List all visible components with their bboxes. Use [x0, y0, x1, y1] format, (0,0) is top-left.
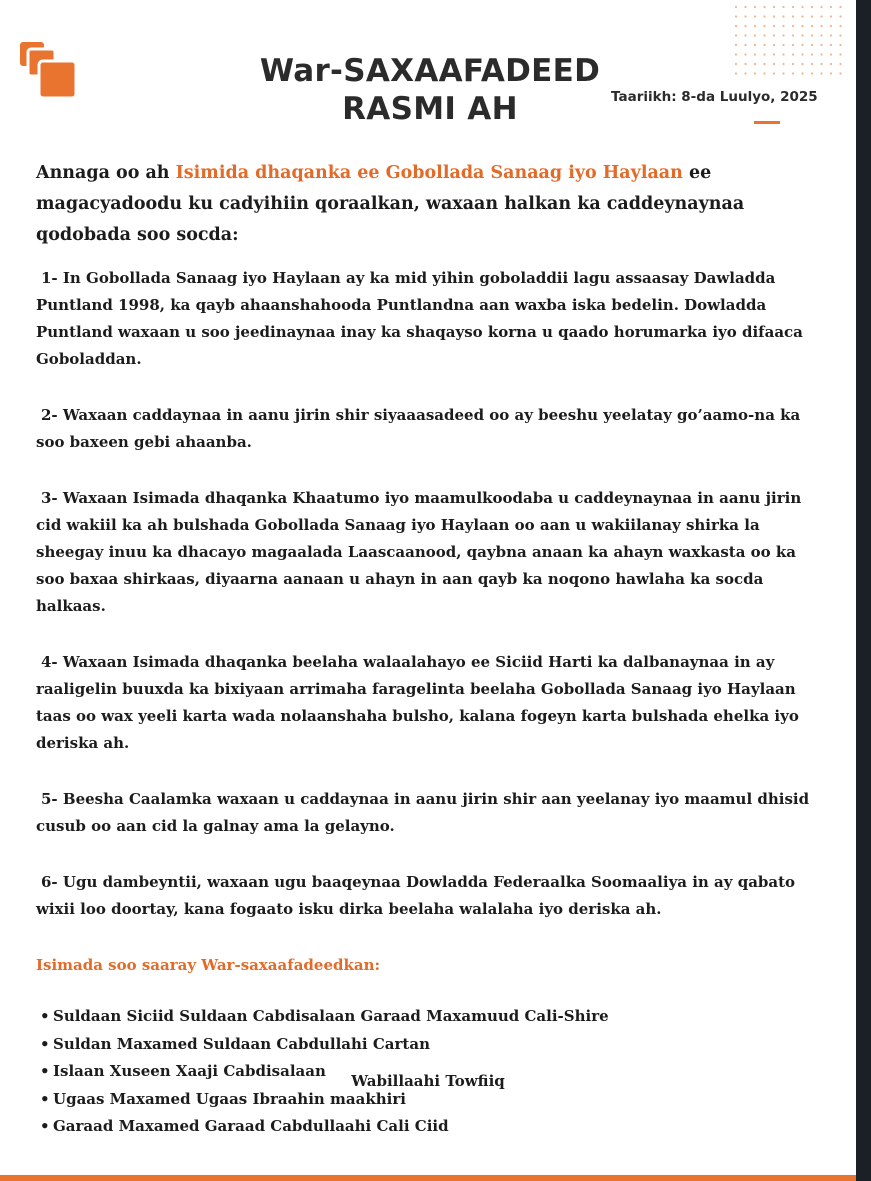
bottom-accent-line — [0, 1175, 856, 1181]
point-3 — [36, 485, 821, 620]
dot-grid-icon — [733, 4, 845, 78]
list-item — [36, 1113, 821, 1141]
title-line-2: RASMI AH — [342, 91, 518, 127]
bullet: • — [40, 1117, 50, 1135]
point-text: 1- In Gobollada Sanaag iyo Haylaan ay ka mid yihin goboladdii lagu assaasay Dawladda Puntland 1998, ka qayb ahaanshahooda Puntlandna aan waxba iska bedelin. Dowladda Puntland waxaan u soo jeedinaynaa inay ka shaqayso korna u qaado horumarka iyo difaaca Goboladdan. — [36, 269, 803, 368]
closing-line: Wabillaahi Towfiiq — [351, 1072, 505, 1090]
bullet: • — [40, 1007, 50, 1025]
point-6 — [36, 869, 821, 923]
point-text: 2- Waxaan caddaynaa in aanu jirin shir siyaaasadeed oo ay beeshu yeelatay go’aamo-na ka soo baxeen gebi ahaanba. — [36, 406, 801, 451]
page-title — [200, 52, 660, 128]
list-item — [36, 1003, 821, 1031]
point-text: 4- Waxaan Isimada dhaqanka beelaha walaalahayo ee Siciid Harti ka dalbanaynaa in ay raaligelin buuxda ka bixiyaan arrimaha faragelinta beelaha Gobollada Sanaag iyo Haylaan taas oo wax yeeli karta wada nolaanshaha bulsho, kalana fogeyn karta bulshada ehelka iyo deriska ah. — [36, 653, 799, 752]
date-label: Taariikh: 8-da Luulyo, 2025 — [611, 89, 818, 105]
point-2 — [36, 402, 821, 456]
point-5 — [36, 786, 821, 840]
signatories-heading: Isimada soo saaray War-saxaafadeedkan: — [36, 956, 381, 974]
signatory-name: Suldan Maxamed Suldaan Cabdullahi Cartan — [53, 1034, 430, 1053]
intro-highlight: Isimida dhaqanka ee Gobollada Sanaag iyo Haylaan — [175, 163, 683, 183]
signatory-name: Islaan Xuseen Xaaji Cabdisalaan — [53, 1062, 326, 1080]
intro-paragraph — [36, 158, 821, 251]
point-text: 5- Beesha Caalamka waxaan u caddaynaa in aanu jirin shir aan yeelanay iyo maamul dhisid cusub oo aan cid la galnay ama la gelayno. — [36, 790, 810, 835]
bullet: • — [40, 1089, 50, 1108]
title-line-1: War-SAXAAFADEED — [259, 53, 601, 89]
signatory-name: Garaad Maxamed Garaad Cabdullaahi Cali Ciid — [53, 1117, 449, 1135]
bullet: • — [40, 1062, 50, 1080]
signatory-name: Ugaas Maxamed Ugaas Ibraahin maakhiri — [53, 1089, 406, 1108]
point-4 — [36, 649, 821, 757]
point-1 — [36, 265, 821, 373]
intro-before: Annaga oo ah — [36, 163, 176, 183]
list-item — [36, 1031, 821, 1059]
bullet: • — [40, 1034, 50, 1053]
date-underline — [754, 121, 780, 124]
signatory-name: Suldaan Siciid Suldaan Cabdisalaan Garaad Maxamuud Cali-Shire — [53, 1007, 609, 1025]
document-body — [36, 158, 821, 1141]
side-dark-strip — [856, 0, 871, 1181]
point-text: 6- Ugu dambeyntii, waxaan ugu baaqeynaa Dowladda Federaalka Soomaaliya in ay qabato wixii loo doortay, kana fogaato isku dirka beelaha walalaha iyo deriska ah. — [36, 873, 796, 918]
point-text: 3- Waxaan Isimada dhaqanka Khaatumo iyo maamulkoodaba u caddeynaynaa in aanu jirin cid wakiil ka ah bulshada Gobollada Sanaag iyo Haylaan oo aan u wakiilanay shirka la sheegay inuu ka dhacayo magaalada Laascaanood, qaybna anaan ka ahayn waxkasta oo ka soo baxaa shirkaas, diyaarna aanaan u ahayn in aan qayb ka noqono hawlaha ka socda halkaas. — [36, 489, 802, 615]
intro-after: ee magacyadoodu ku cadyihiin qoraalkan, waxaan halkan ka caddeynaynaa qodobada soo socda: — [36, 163, 745, 245]
stacked-squares-logo-icon — [18, 40, 80, 102]
